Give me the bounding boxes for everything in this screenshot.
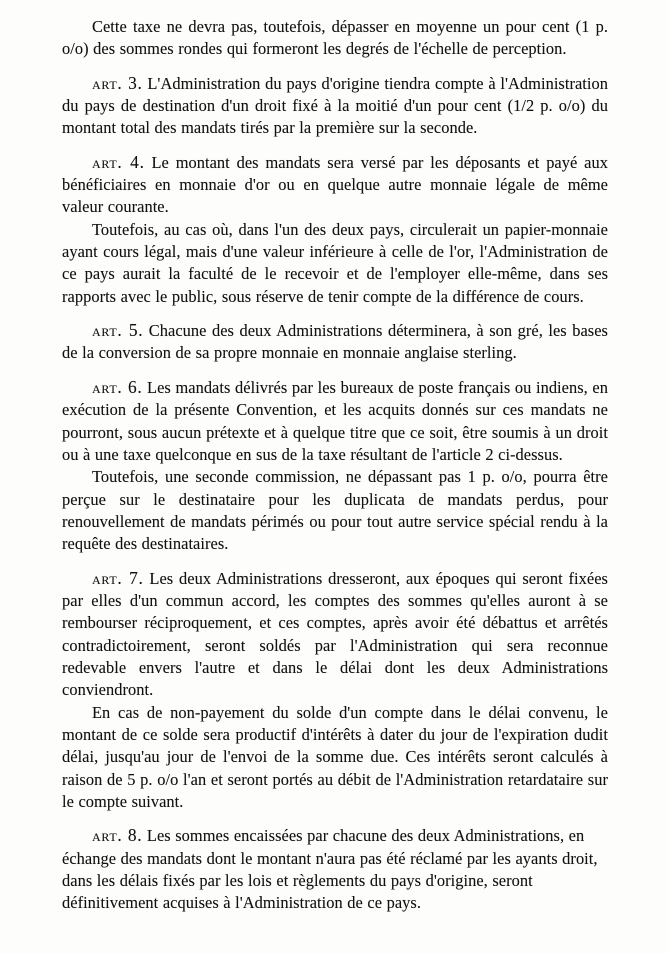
paragraph	[62, 16, 608, 61]
paragraph	[62, 219, 608, 308]
article-label: art. 3.	[92, 72, 143, 93]
paragraph-text: Toutefois, une seconde commission, ne dépassant pas 1 p. o/o, pourra être perçue sur le destinataire pour les duplicata de mandats perdus, pour renouvellement de mandats périmés ou pour tout autre service spécial rendu à la requête des destinataires.	[62, 467, 608, 554]
paragraph-text: Les mandats délivrés par les bureaux de poste français ou indiens, en exécution de la présente Convention, et les acquits donnés sur ces mandats ne pourront, sous aucun prétexte et à quelque titre que ce soit, être soumis à un droit ou à une taxe quelconque en sus de la taxe résultant de l'article 2 ci-dessus.	[62, 377, 608, 464]
paragraph-text: En cas de non-payement du solde d'un compte dans le délai convenu, le montant de ce solde sera productif d'intérêts à dater du jour de l'expiration dudit délai, jusqu'au jour de l'envoi de la somme due. Ces intérêts seront calculés à raison de 5 p. o/o l'an et seront portés au débit de l'Administration retardataire sur le compte suivant.	[62, 702, 608, 811]
paragraph-text: Le montant des mandats sera versé par les déposants et payé aux bénéficiaires en monnaie d'or ou en quelque autre monnaie légale de même valeur courante.	[62, 152, 608, 217]
paragraph	[62, 824, 608, 914]
article-label: art. 6.	[92, 376, 143, 397]
paragraph	[62, 151, 608, 219]
article-label: art. 7.	[92, 567, 144, 588]
paragraph	[62, 319, 608, 365]
article-label: art. 5.	[92, 320, 144, 341]
article-label: art. 8.	[92, 825, 143, 846]
paragraph	[62, 72, 608, 140]
document-text-block	[62, 16, 608, 915]
paragraph-text: Toutefois, au cas où, dans l'un des deux pays, circulerait un papier-monnaie ayant cours légal, mais d'une valeur inférieure à celle de l'or, l'Administration de ce pays aurait la faculté de le recevoir et de l'employer elle-même, dans ses rapports avec le public, sous réserve de tenir compte de la différence de cours.	[62, 219, 608, 306]
paragraph	[62, 567, 608, 702]
article-label: art. 4.	[92, 151, 145, 172]
paragraph	[62, 376, 608, 466]
paragraph-text: L'Administration du pays d'origine tiendra compte à l'Administration du pays de destination d'un droit fixé à la moitié d'un pour cent (1/2 p. o/o) du montant total des mandats tirés par la première sur la seconde.	[62, 73, 608, 138]
paragraph	[62, 466, 608, 555]
paragraph-text: Cette taxe ne devra pas, toutefois, dépasser en moyenne un pour cent (1 p. o/o) des sommes rondes qui formeront les degrés de l'échelle de perception.	[62, 17, 608, 59]
paragraph	[62, 702, 608, 814]
paragraph-text: Chacune des deux Administrations déterminera, à son gré, les bases de la conversion de sa propre monnaie en monnaie anglaise sterling.	[62, 321, 608, 363]
paragraph-text: Les sommes encaissées par chacune des deux Administrations, en échange des mandats dont le montant n'aura pas été réclamé par les ayants droit, dans les délais fixés par les lois et règlements du pays d'origine, seront définitivement acquises à l'Administration de ce pays.	[62, 826, 598, 913]
paragraph-text: Les deux Administrations dresseront, aux époques qui seront fixées par elles d'un commun accord, les comptes des sommes qu'elles auront à se rembourser réciproquement, et ces comptes, après avoir été débattus et arrêtés contradictoirement, seront soldés par l'Administration qui sera reconnue redevable envers l'autre et dans le délai dont les deux Administrations conviendront.	[62, 568, 608, 700]
